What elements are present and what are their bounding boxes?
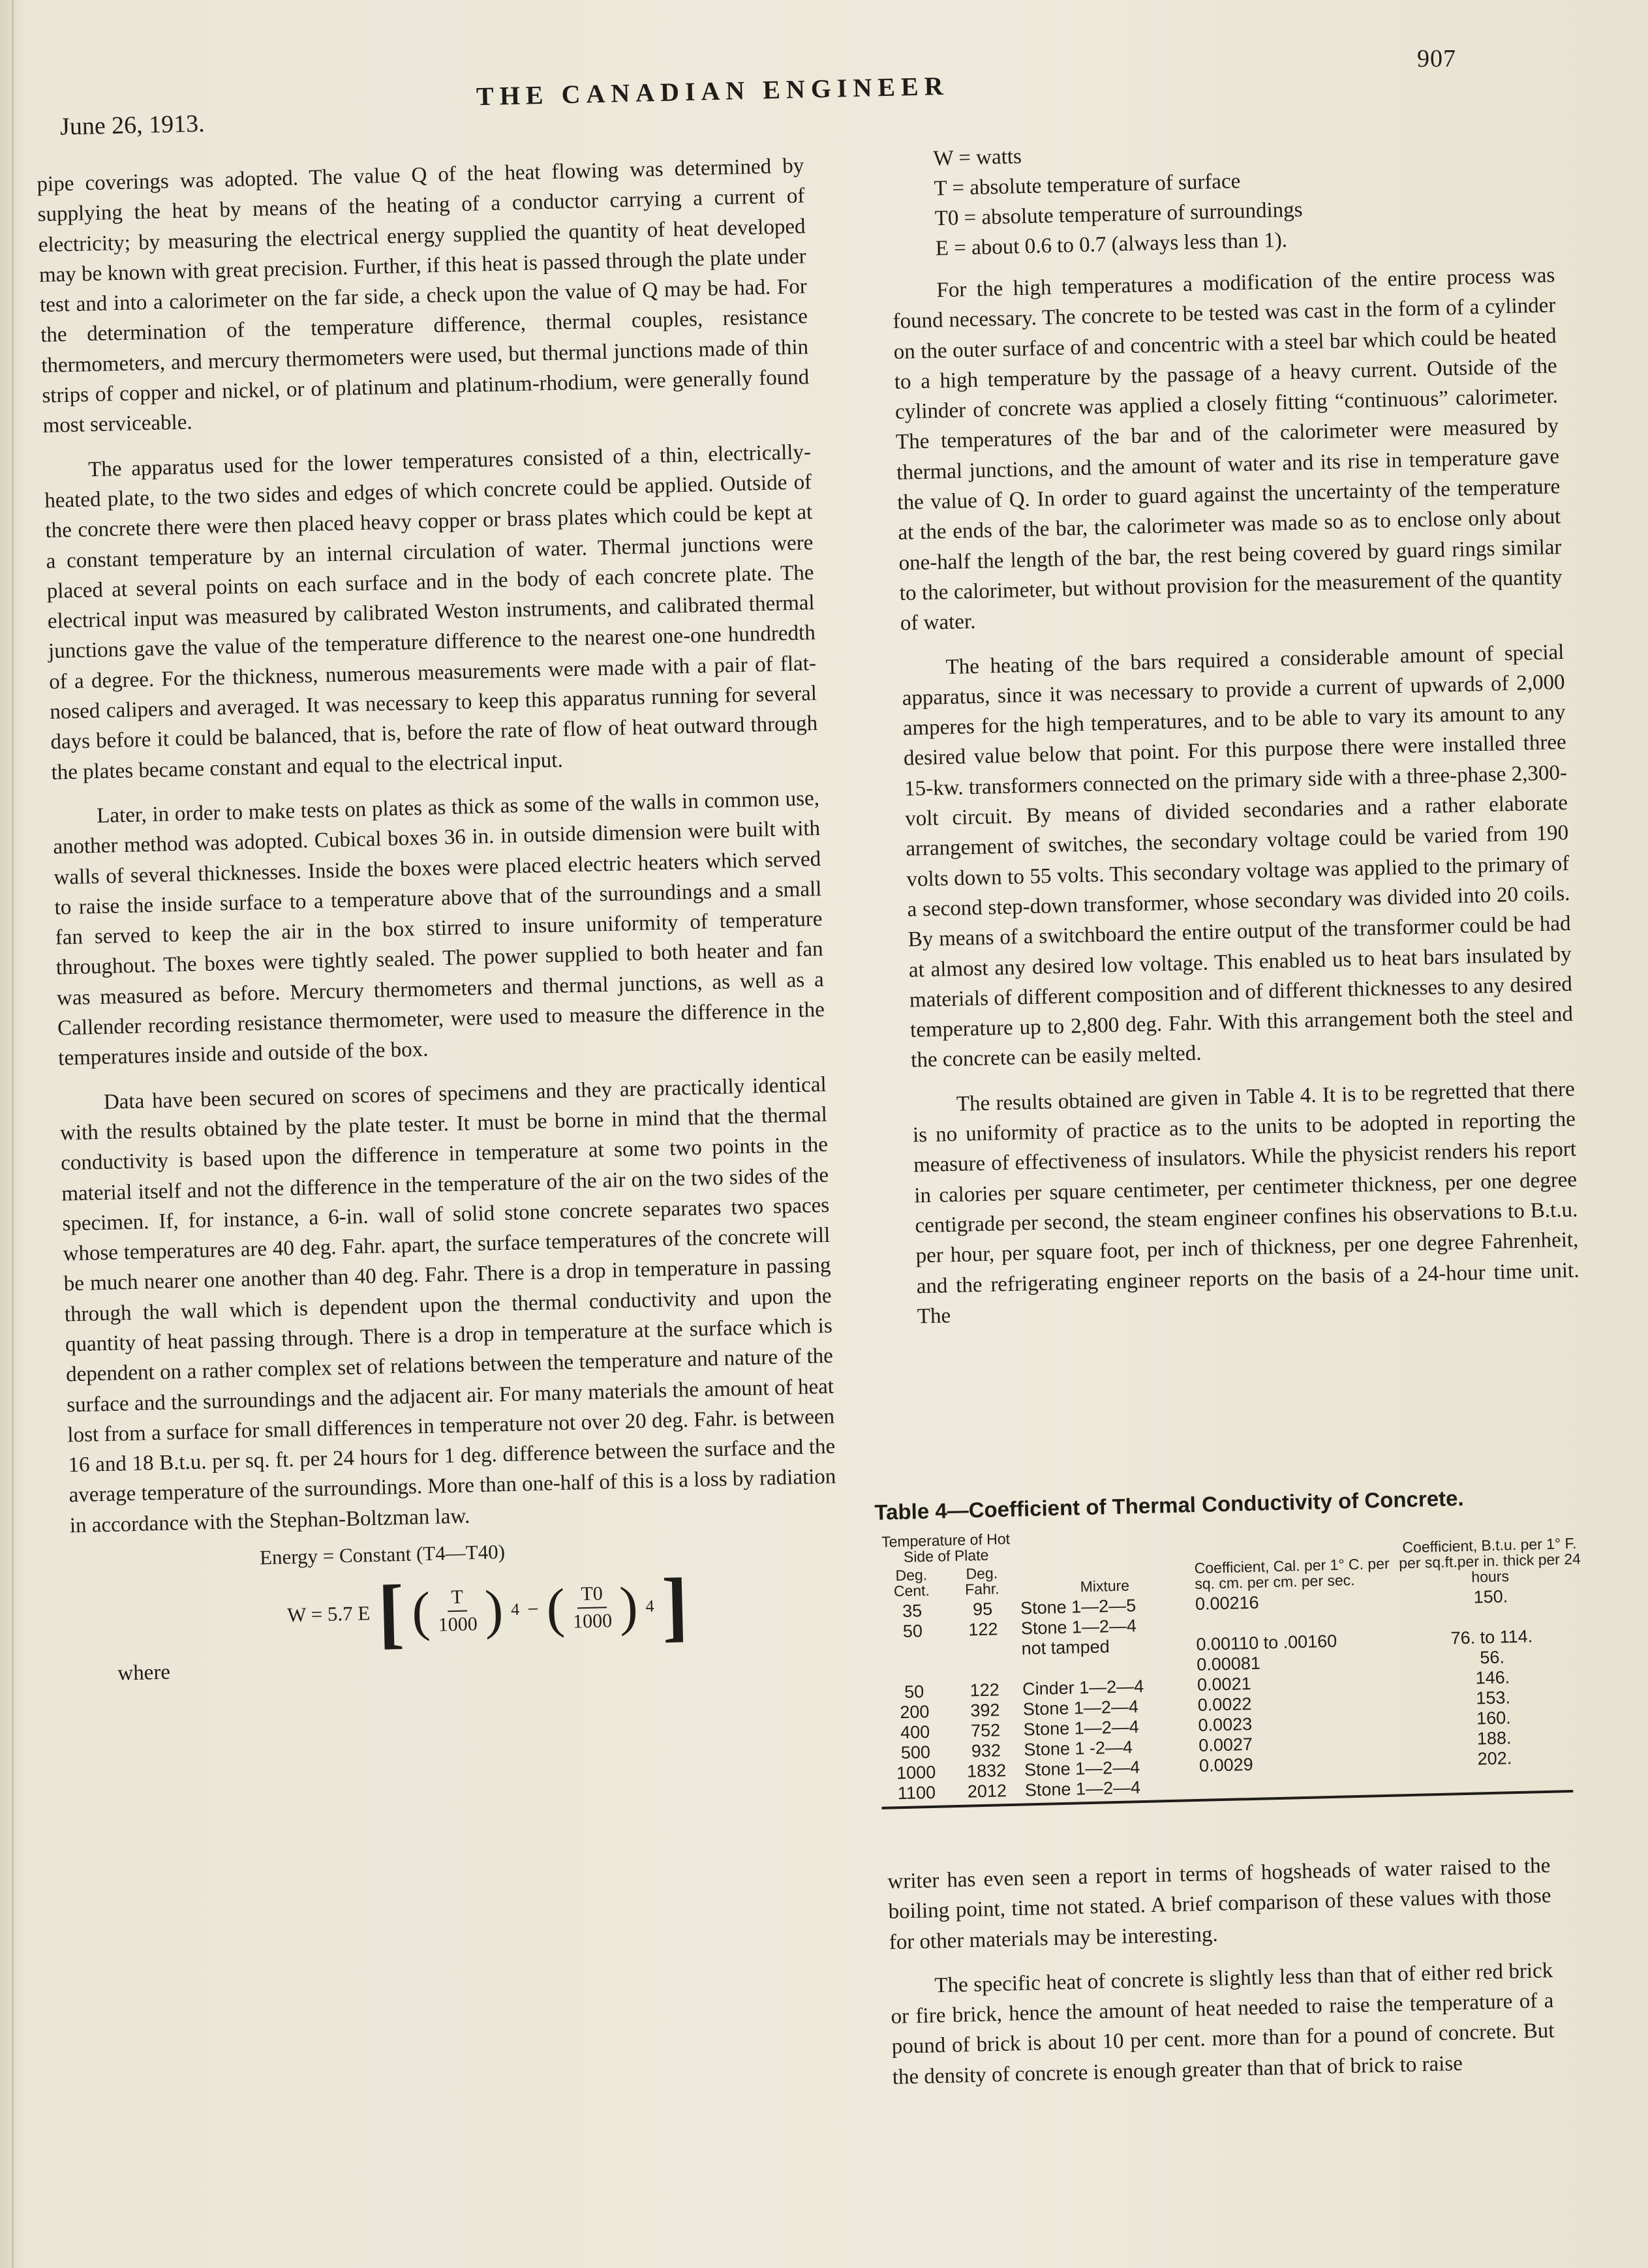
cell-deg-fahr: 122 [969, 1680, 1000, 1701]
cell-coefficient-btu: 153. [1476, 1687, 1511, 1708]
cell-coefficient-btu: 56. [1480, 1647, 1505, 1668]
formula-open-paren: ( [411, 1581, 431, 1642]
paragraph: The specific heat of concrete is slightly less than that of either red brick or fire brick, hence the amount of heat needed to raise the temperature of a pound of brick is about 10 per cent. more than for a pound of concrete. But the density of concrete is enough greater than that of brick to raise [891, 1959, 1555, 2089]
header-deg-cent: Deg. Cent. [893, 1566, 930, 1600]
variable-definitions [889, 129, 1554, 265]
paragraph: Data have been secured on scores of specimens and they are practically identical with the results obtained by the plate tester. It must be borne in mind that the thermal conductivity is based upon the difference in temperature at some two points in the material itself and not the difference in the temperature of the air on the two sides of the specimen. If, for instance, a 6-in. wall of solid stone concrete separates two spaces whose temperatures are 40 deg. Fahr. apart, the surface temperatures of the concrete will be much nearer one another than 40 deg. Fahr. There is a drop in temperature in passing through the wall which is dependent upon the thermal conductivity and upon the quantity of heat passing through. There is a drop in temperature at the surface which is dependent on a rather complex set of relations between the temperature and nature of the surface and the surroundings and the adjacent air. For many materials the amount of heat lost from a surface for small differences in temperature not over 20 deg. Fahr. is between 16 and 18 B.t.u. per sq. ft. per 24 hours for 1 deg. difference between the surface and the average temperature of the surroundings. More than one-half of this is a loss by radiation in accordance with the Stephan-Boltzman law. [59, 1072, 836, 1538]
cell-mixture: Stone 1—2—5 [1020, 1595, 1137, 1618]
table-title: Table 4—Coefficient of Thermal Conductivity of Concrete. [874, 1485, 1464, 1524]
issue-date: June 26, 1913. [59, 110, 206, 141]
fraction-denominator: 1000 [572, 1610, 613, 1633]
cell-coefficient-cal: 0.00110 to .00160 [1196, 1631, 1337, 1655]
cell-coefficient-cal: 0.0021 [1197, 1673, 1251, 1695]
formula-close-paren: ) [484, 1579, 504, 1641]
cell-deg-fahr: 752 [970, 1720, 1001, 1741]
right-column [889, 129, 1580, 1331]
variable-definition: T = absolute temperature of surface [934, 169, 1241, 201]
where-label: where [117, 1661, 171, 1686]
cell-deg-fahr: 932 [971, 1740, 1001, 1761]
cell-deg-fahr: 2012 [967, 1781, 1007, 1802]
cell-deg-cent [877, 1641, 949, 1663]
cell-deg-fahr [949, 1659, 1020, 1682]
cell-coefficient-cal: 0.0022 [1197, 1693, 1252, 1715]
formula-exponent: 4 [510, 1599, 520, 1620]
cell-deg-cent: 50 [902, 1621, 923, 1641]
cell-deg-cent: 50 [904, 1682, 924, 1702]
table-4 [874, 1483, 1593, 1809]
journal-title: THE CANADIAN ENGINEER [476, 70, 950, 112]
header-mixture: Mixture [1080, 1577, 1130, 1595]
variable-definition: W = watts [933, 145, 1022, 171]
stefan-boltzmann-formula [70, 1529, 840, 1660]
cell-deg-cent: 1000 [896, 1762, 936, 1783]
formula-open-bracket: [ [376, 1569, 405, 1657]
paragraph: The apparatus used for the lower temperatures consisted of a thin, electrically-heated plate, to the two sides and edges of which concrete could be applied. Outside of the concrete there were then placed heavy copper or brass plates which could be kept at a constant temperature by an internal circulation of water. Thermal junctions were placed at several points on each surface and in the body of each concrete plate. The electrical input was measured by calibrated Weston instruments, and calibrated thermal junctions gave the value of the temperature difference to the nearest one-one hundredth of a degree. For the thickness, numerous measurements were made with a pair of flat-nosed calipers and averaged. It was necessary to keep this apparatus running for several days before it could be balanced, that is, before the rate of flow of heat outward through the plates became constant and equal to the electrical input. [44, 440, 818, 785]
paragraph: pipe coverings was adopted. The value Q of the heat flowing was determined by supplying the heat by means of the heating of a conductor carrying a current of electricity; by measuring the electrical energy supplied the quantity of heat developed may be known with great precision. Further, if this heat is passed through the plate under test and into a calorimeter on the far side, a check upon the value of Q may be had. For the determination of the temperature difference, thermal couples, resistance thermometers, and mercury thermometers were used, but thermal junctions made of thin strips of copper and nickel, or of platinum and platinum-rhodium, were generally found most serviceable. [37, 154, 810, 438]
formula-energy-line: Energy = Constant (T4—T40) [259, 1540, 506, 1569]
paragraph: For the high temperatures a modification of the entire process was found necessary. The concrete to be tested was cast in the form of a cylinder on the outer surface of and concentric with a steel bar which could be heated to a high temperature by the passage of a heavy current. Outside of the cylinder of concrete was applied a closely fitting “continuous” calorimeter. The temperatures of the bar and of the calorimeter were measured by thermal junctions, and the amount of water and its rise in temperature gave the value of Q. In order to guard against the uncertainty of the temperature at the ends of the bar, the calorimeter was made so as to enclose only about one-half the length of the bar, the rest being covered by guard rings similar to the calorimeter, but without provision for the measurement of the quantity of water. [893, 264, 1563, 636]
cell-coefficient-btu: 146. [1475, 1667, 1510, 1688]
variable-definition: T0 = absolute temperature of surroundings [934, 198, 1303, 231]
page-number: 907 [1417, 45, 1456, 72]
cell-coefficient-btu [1397, 1766, 1593, 1791]
cell-mixture: Stone 1—2—4 [1022, 1697, 1139, 1719]
formula-watts-line [286, 1563, 840, 1655]
paragraph: The results obtained are given in Table 4. It is to be regretted that there is no uniformity of practice as to the units to be adopted in reporting the measure of effectiveness of insulators. While the physicist renders his report in calories per square centimeter, per centimeter thickness, per one degree centigrade per second, the steam engineer confines his observations to B.t.u. per hour, per square foot, per inch of thickness, per one degree Fahrenheit, and the refrigerating engineer reports on the basis of a 24-hour time unit. The [912, 1077, 1579, 1329]
formula-fraction [437, 1584, 478, 1639]
paragraph: Later, in order to make tests on plates as thick as some of the walls in common use, another method was adopted. Cubical boxes 36 in. in outside dimension were built with walls of several thicknesses. Inside the boxes were placed electric heaters which served to raise the inside surface to a temperature above that of the surroundings and a small fan served to keep the air in the box stirred to insure uniformity of temperature throughout. The boxes were tightly sealed. The power supplied to both heater and fan was measured as before. Mercury thermometers and thermal junctions, as well as a Callender recording resistance thermometer, were used to measure the difference in the temperatures inside and outside of the box. [52, 786, 825, 1070]
formula-exponent: 4 [645, 1596, 654, 1616]
paragraph: The heating of the bars required a considerable amount of special apparatus, since it was necessary to provide a current of upwards of 2,000 amperes for the high temperatures, and to be able to vary its amount to any desired value below that point. For this purpose there were installed three 15-kw. transformers connected on the primary side with a three-phase 2,300-volt circuit. By means of divided secondaries and a rather elaborate arrangement of switches, the secondary voltage could be varied from 190 volts down to 55 volts. This secondary voltage was applied to the primary of a second step-down transformer, whose secondary was divided into 20 coils. By means of a switchboard the entire output of the transformer could be had at almost any desired low voltage. This enabled us to heat bars insulated by materials of different composition and of different thicknesses to any desired temperature up to 2,800 deg. Fahr. With this arrangement both the steel and the concrete can be easily melted. [902, 640, 1574, 1072]
header-coefficient-btu: Coefficient, B.t.u. per 1° F. per sq.ft.per in. thick per 24 hours [1398, 1534, 1581, 1586]
variable-definition: E = about 0.6 to 0.7 (always less than 1). [935, 228, 1288, 261]
cell-coefficient-btu: 160. [1476, 1708, 1512, 1729]
cell-coefficient-cal: 0.00081 [1196, 1653, 1261, 1674]
cell-mixture: Stone 1—2—4 [1024, 1757, 1140, 1780]
cell-deg-fahr: 1832 [966, 1761, 1007, 1781]
cell-deg-cent: 35 [902, 1601, 923, 1621]
cell-coefficient-cal: 0.0023 [1198, 1714, 1253, 1735]
fraction-numerator: T [447, 1584, 467, 1612]
cell-coefficient-btu: 202. [1477, 1748, 1512, 1769]
header-temperature: Temperature of Hot Side of Plate [881, 1530, 1011, 1565]
cell-coefficient-btu: 76. to 114. [1450, 1626, 1533, 1648]
paragraph: writer has even seen a report in terms of hogsheads of water raised to the boiling point, time not stated. A brief comparison of these values with those for other materials may be interesting. [887, 1854, 1551, 1954]
cell-mixture: Stone 1—2—4 [1020, 1616, 1137, 1639]
cell-deg-cent: 1100 [897, 1782, 936, 1804]
cell-deg-cent: 200 [900, 1702, 930, 1723]
binding-gutter [12, 0, 14, 2268]
cell-deg-fahr: 122 [968, 1619, 998, 1640]
cell-coefficient-cal: 0.0029 [1198, 1754, 1254, 1776]
cell-mixture: not tamped [1021, 1637, 1110, 1659]
cell-deg-fahr: 392 [970, 1700, 1000, 1721]
conductivity-table [875, 1517, 1593, 1804]
formula-close-bracket: ] [660, 1562, 690, 1650]
cell-mixture: Stone 1—2—4 [1023, 1717, 1140, 1740]
cell-mixture: Stone 1—2—4 [1024, 1777, 1141, 1800]
cell-mixture: Cinder 1—2—4 [1022, 1676, 1144, 1699]
cell-deg-fahr [948, 1639, 1019, 1661]
cell-coefficient-btu: 150. [1473, 1586, 1508, 1607]
formula-lhs: W = 5.7 E [286, 1601, 371, 1627]
formula-open-paren: ( [545, 1578, 566, 1639]
cell-coefficient-cal: 0.0027 [1198, 1734, 1253, 1755]
cell-deg-cent: 400 [900, 1722, 930, 1743]
table-body [877, 1584, 1593, 1804]
cell-mixture: Stone 1 -2—4 [1024, 1737, 1133, 1760]
cell-deg-cent [878, 1661, 949, 1683]
fraction-numerator: T0 [577, 1581, 607, 1609]
cell-coefficient-cal: 0.00216 [1195, 1592, 1259, 1614]
right-column-continued [887, 1851, 1555, 2093]
cell-coefficient-btu: 188. [1476, 1728, 1512, 1749]
fraction-denominator: 1000 [438, 1613, 478, 1636]
left-column [37, 151, 841, 1690]
formula-minus: − [526, 1597, 540, 1621]
header-coefficient-cal: Coefficient, Cal. per 1° C. per sq. cm. per cm. per sec. [1194, 1554, 1390, 1593]
formula-fraction [572, 1580, 613, 1635]
cell-deg-cent: 500 [900, 1742, 931, 1763]
formula-close-paren: ) [618, 1576, 639, 1638]
cell-deg-fahr: 95 [972, 1599, 993, 1620]
header-deg-fahr: Deg. Fahr. [964, 1564, 999, 1598]
